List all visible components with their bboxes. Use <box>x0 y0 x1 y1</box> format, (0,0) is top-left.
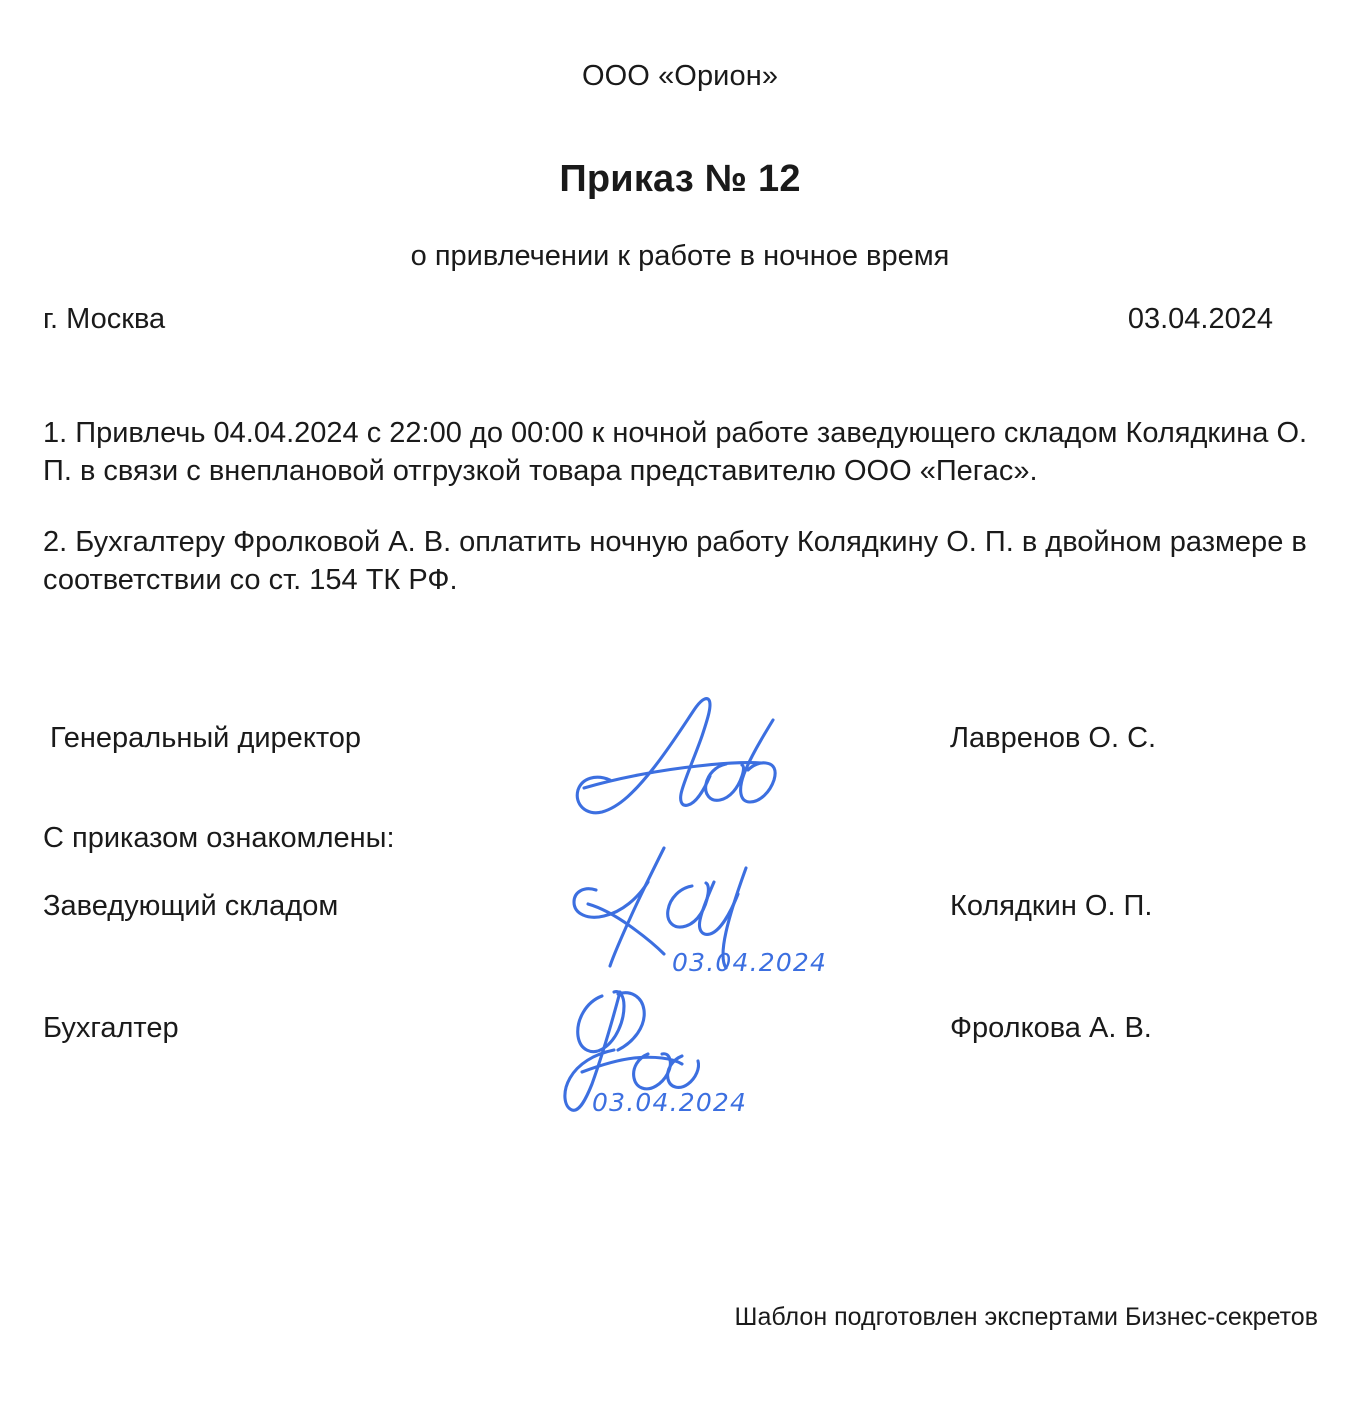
place-and-date-row <box>43 303 1273 336</box>
signature-row-accountant <box>0 1012 1360 1052</box>
body-paragraph-2: 2. Бухгалтеру Фролковой А. В. оплатить ночную работу Колядкину О. П. в двойном размере в соответствии со ст. 154 ТК РФ. <box>43 525 1307 596</box>
signature-role-director: Генеральный директор <box>50 722 362 754</box>
signature-name-accountant: Фролкова А. В. <box>950 1012 1152 1044</box>
document-date: 03.04.2024 <box>1127 303 1273 335</box>
organization-name: ООО «Орион» <box>581 60 779 92</box>
document-subtitle: о привлечении к работе в ночное время <box>410 240 950 272</box>
signature-role-warehouse: Заведующий складом <box>43 890 339 922</box>
acknowledgement-label: С приказом ознакомлены: <box>43 822 395 854</box>
signature-name-warehouse: Колядкин О. П. <box>950 890 1153 922</box>
signature-row-warehouse <box>0 890 1360 930</box>
signature-block <box>0 700 1360 1120</box>
signature-row-director <box>0 722 1360 762</box>
footer-note: Шаблон подготовлен экспертами Бизнес-секретов <box>734 1303 1318 1331</box>
page-title: Приказ № 12 <box>559 158 801 200</box>
document-place: г. Москва <box>43 303 166 335</box>
body-paragraph-1: 1. Привлечь 04.04.2024 с 22:00 до 00:00 к ночной работе заведующего складом Колядкина О. П. в связи с внеплановой отгрузкой товара представителю ООО «Пегас». <box>43 417 1308 488</box>
signature-role-accountant: Бухгалтер <box>43 1012 179 1044</box>
document-body <box>43 414 1313 631</box>
handwritten-date-accountant: 03.04.2024 <box>592 1088 748 1117</box>
handwritten-date-warehouse: 03.04.2024 <box>672 948 828 977</box>
signature-name-director: Лавренов О. С. <box>950 722 1157 754</box>
